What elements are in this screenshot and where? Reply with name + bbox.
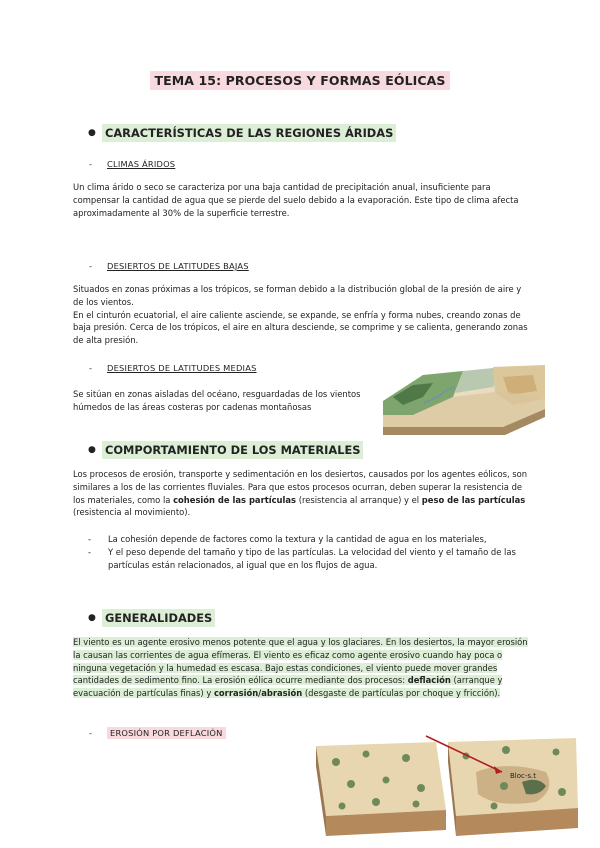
bold-term-deflacion: deflación (407, 675, 451, 686)
list-item (88, 546, 528, 572)
subheading-text: DESIERTOS DE LATITUDES MEDIAS (107, 363, 257, 373)
subheading-text: CLIMAS ÁRIDOS (107, 159, 176, 169)
section-heading-materiales (88, 441, 363, 459)
paragraph-climas: Un clima árido o seco se caracteriza por una baja cantidad de precipitación anual, insuficiente para compensar la cantidad de agua que se pierde del suelo debido a la evaporación. Este tipo de clima afecta aproximadamente al 30% de la superficie terrestre. (73, 182, 519, 218)
bullet-icon: ● (88, 613, 96, 623)
list-item (88, 533, 528, 546)
bold-term-corrasion: corrasión/abrasión (213, 688, 303, 699)
dash-marker: - (89, 261, 92, 271)
dash-marker: - (88, 546, 92, 557)
subheading-text: EROSIÓN POR DEFLACIÓN (107, 727, 226, 739)
section-heading-generalidades (88, 609, 215, 627)
section-heading-regiones-aridas (88, 124, 396, 142)
subheading-climas-aridos (89, 159, 175, 169)
text-run: (resistencia al movimiento). (73, 507, 191, 518)
paragraph-materiales (73, 468, 531, 519)
highlighted-sentence (73, 637, 528, 698)
dash-marker: - (89, 159, 92, 169)
list-item-text: La cohesión depende de factores como la textura y la cantidad de agua en los materiales, (108, 534, 487, 544)
deflation-figure-label: Bloc-s.t (510, 772, 537, 780)
text-run: El viento es un agente erosivo menos potente que el agua y los glaciares. En los desiertos, la mayor erosión la causan las corrientes de agua efímeras. El viento es eficaz como agente erosivo cuando hay poca o ninguna vegetación y la humedad es escasa. Bajo estas condiciones, el viento puede mover grandes cantidades de sedimento fino. La erosión eólica ocurre mediante dos procesos: (73, 637, 528, 686)
section-heading-text: GENERALIDADES (102, 609, 215, 627)
paragraph-line: Situados en zonas próximas a los trópicos, se forman debido a la distribución global de la presión de aire y de los vientos. (73, 284, 522, 307)
paragraph-latitudes-medias: Se sitúan en zonas aisladas del océano, resguardadas de los vientos húmedos de las áreas costeras por cadenas montañosas (73, 389, 361, 412)
deflation-block-diagram (306, 732, 584, 842)
materiales-list (88, 533, 528, 571)
title-wrap (0, 70, 600, 90)
text-run: Los procesos de erosión, transporte y sedimentación en los desiertos, causados por los agentes eólicos, son similares a los de las corrientes fluviales. Para que estos procesos ocurran, deben superar la resistencia de los materiales, como la (73, 469, 528, 505)
dash-marker: - (89, 363, 92, 373)
section-heading-text: COMPORTAMIENTO DE LOS MATERIALES (102, 441, 363, 459)
text-run: (desgaste de partículas por choque y fricción). (302, 688, 501, 699)
bold-term-peso: peso de las partículas (421, 494, 526, 505)
desert-landscape-figure (383, 357, 545, 435)
bullet-icon: ● (88, 445, 96, 455)
bold-term-cohesion: cohesión de las partículas (173, 494, 297, 505)
paragraph-line: En el cinturón ecuatorial, el aire caliente asciende, se expande, se enfría y forma nubes, creando zonas de baja presión. Cerca de los trópicos, el aire en altura desciende, se comprime y se calienta, generando zonas de alta presión. (73, 309, 528, 346)
subheading-latitudes-bajas (89, 261, 249, 271)
bullet-icon: ● (88, 128, 96, 138)
subheading-erosion-deflacion (89, 727, 226, 739)
dash-marker: - (88, 534, 92, 544)
text-run: (resistencia al arranque) y el (296, 494, 422, 505)
paragraph-generalidades (73, 636, 531, 700)
subheading-latitudes-medias (89, 363, 257, 373)
subheading-text: DESIERTOS DE LATITUDES BAJAS (107, 261, 249, 271)
paragraph-latitudes-bajas (73, 283, 531, 347)
list-item-text: Y el peso depende del tamaño y tipo de las partículas. La velocidad del viento y el tamaño de las partículas están relacionados, al igual que en los flujos de agua. (108, 546, 516, 570)
text-run: (arranque y evacuación de partículas finas) y (73, 675, 503, 699)
section-heading-text: CARACTERÍSTICAS DE LAS REGIONES ÁRIDAS (102, 124, 396, 142)
dash-marker: - (89, 728, 92, 738)
page-title: TEMA 15: PROCESOS Y FORMAS EÓLICAS (150, 71, 449, 90)
